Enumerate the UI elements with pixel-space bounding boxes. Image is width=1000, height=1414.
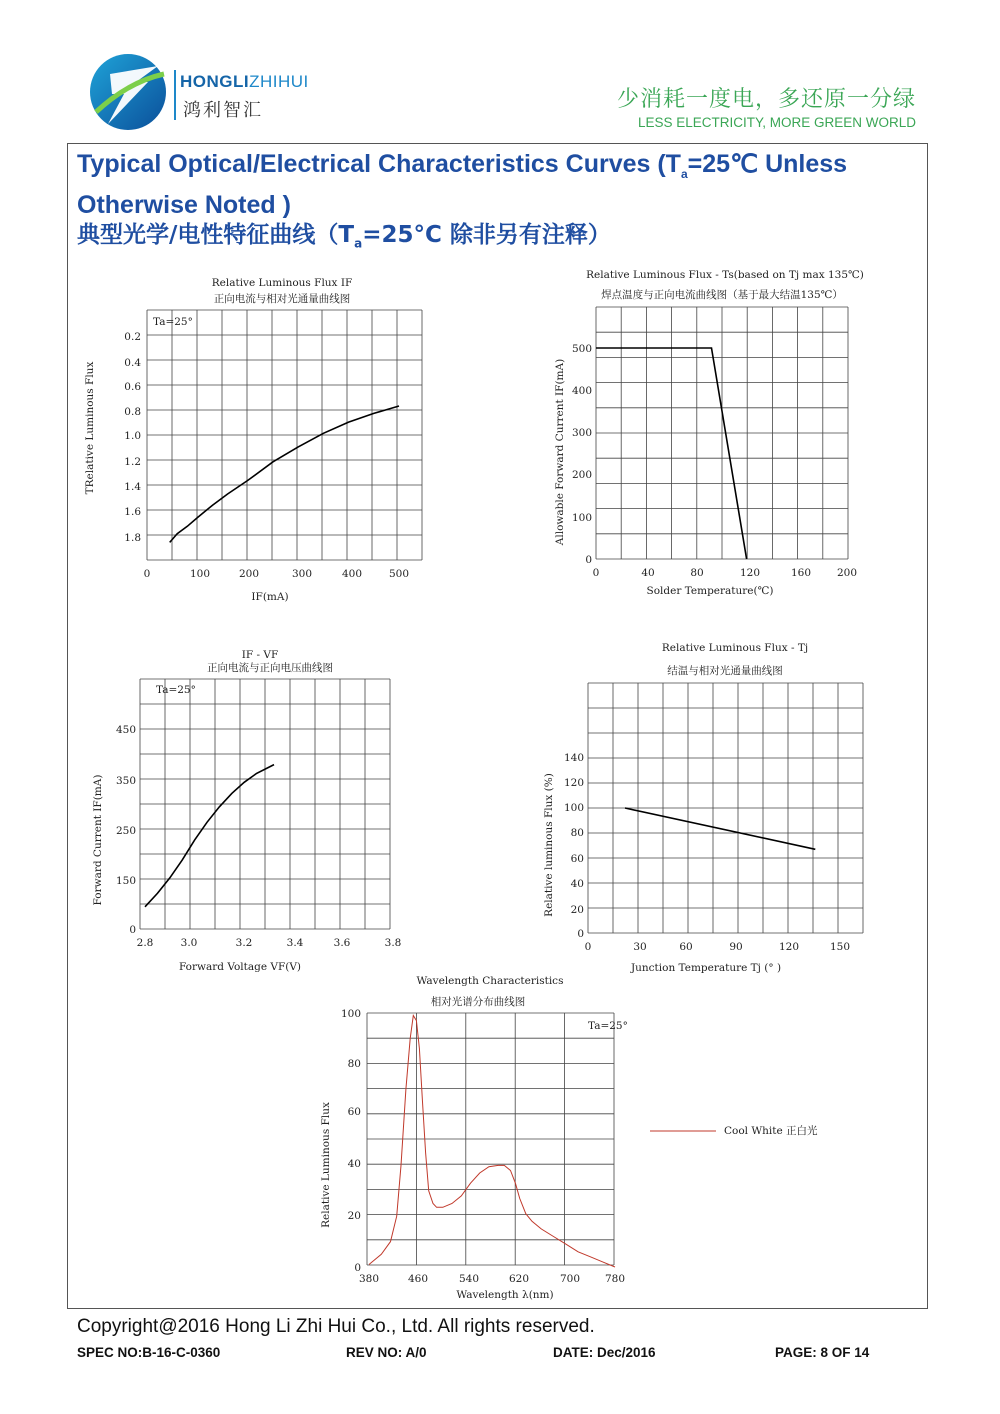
chart1-y-tick-label: 1.6: [124, 506, 141, 518]
chart5-y-tick-label: 40: [347, 1158, 361, 1170]
chart5-title: Wavelength Characteristics: [416, 975, 564, 987]
chart3-series-line: [145, 765, 274, 907]
document-date: DATE: Dec/2016: [553, 1345, 656, 1360]
chart3-subtitle: 正向电流与正向电压曲线图: [207, 662, 333, 674]
chart3-x-tick-label: 3.8: [384, 937, 402, 949]
chart1-x-tick-label: 400: [341, 568, 363, 580]
page-number: PAGE: 8 OF 14: [775, 1345, 870, 1360]
chart4-y-tick-label: 120: [563, 777, 584, 789]
chart1-x-tick-label: 0: [143, 568, 151, 580]
chart2-x-tick-label: 120: [739, 567, 761, 579]
chart4-y-axis-label: Relative luminous Flux (%): [543, 773, 555, 917]
chart5-x-tick-label: 700: [559, 1273, 581, 1285]
chart4-y-tick-label: 100: [563, 802, 584, 814]
brand-name-cn: 鸿利智汇: [183, 100, 263, 121]
chart1-x-tick-label: 300: [291, 568, 313, 580]
chart3-y-tick-label: 350: [115, 775, 136, 787]
chart3-title: IF - VF: [241, 649, 279, 661]
chart1-x-axis-label: IF(mA): [251, 591, 289, 603]
chart3-condition-note: Ta=25°: [156, 684, 196, 696]
chart3-x-axis-label: Forward Voltage VF(V): [178, 961, 302, 973]
chart1-y-axis-label: TRelative Luminous Flux: [84, 361, 96, 495]
chart3-y-tick-label: 0: [129, 924, 136, 936]
chart2-y-axis-label: Allowable Forward Current IF(mA): [554, 358, 566, 546]
chart3-x-tick-label: 3.4: [286, 937, 304, 949]
spec-number: SPEC NO:B-16-C-0360: [77, 1345, 221, 1360]
chart1-y-tick-label: 1.0: [124, 430, 141, 442]
slogan-en: LESS ELECTRICITY, MORE GREEN WORLD: [637, 115, 916, 130]
chart4-series-line: [625, 808, 815, 849]
chart2-x-tick-label: 0: [592, 567, 600, 579]
chart2-x-tick-label: 200: [836, 567, 858, 579]
chart1-y-tick-label: 0.2: [124, 331, 141, 343]
chart4-y-tick-label: 0: [577, 928, 584, 940]
chart4-y-tick-label: 140: [563, 752, 584, 764]
chart3-x-tick-label: 2.8: [136, 937, 154, 949]
chart5-x-tick-label: 460: [407, 1273, 429, 1285]
chart1-x-tick-label: 200: [238, 568, 260, 580]
chart4-x-tick-label: 30: [633, 941, 647, 953]
chart2-x-tick-label: 80: [690, 567, 704, 579]
chart4-x-tick-label: 150: [829, 941, 851, 953]
chart3-y-tick-label: 250: [115, 825, 136, 837]
chart5-x-tick-label: 780: [604, 1273, 626, 1285]
chart5-x-axis-label: Wavelength λ(nm): [456, 1289, 554, 1301]
chart3-x-tick-label: 3.6: [333, 937, 351, 949]
brand-name-en: HONGLIZHIHUI: [180, 72, 309, 91]
chart4-y-tick-label: 60: [570, 853, 584, 865]
chart1-series-line: [170, 406, 399, 542]
chart3-x-tick-label: 3.2: [235, 937, 253, 949]
chart1-x-tick-label: 100: [189, 568, 211, 580]
chart2-y-tick-label: 400: [571, 385, 592, 397]
chart5-y-tick-label: 100: [340, 1008, 361, 1020]
chart2-y-tick-label: 300: [571, 427, 592, 439]
chart5-x-tick-label: 380: [358, 1273, 380, 1285]
chart1-condition-note: Ta=25°: [153, 316, 193, 328]
chart5-y-tick-label: 80: [347, 1058, 361, 1070]
chart4-title: Relative Luminous Flux - Tj: [661, 642, 809, 654]
chart1-subtitle: 正向电流与相对光通量曲线图: [213, 293, 351, 305]
chart1-y-tick-label: 1.8: [124, 532, 141, 544]
chart4-subtitle: 结温与相对光通量曲线图: [667, 665, 783, 677]
chart4-y-tick-label: 20: [570, 904, 584, 916]
page-title-en: Typical Optical/Electrical Characteristics Curves ($T_a=25℃$ Unless Otherwise Noted ): [77, 150, 848, 219]
chart5-x-tick-label: 540: [458, 1273, 480, 1285]
chart2-title: Relative Luminous Flux - Ts(based on Tj max 135℃): [586, 269, 864, 281]
page-title-cn: 典型光学/电性特征曲线（$T_a=25^\circ C$ 除非另有注释）: [77, 222, 611, 251]
chart4-x-tick-label: 120: [778, 941, 800, 953]
chart4-y-tick-label: 40: [570, 878, 584, 890]
chart5-x-tick-label: 620: [508, 1273, 530, 1285]
chart5-legend-label: Cool White 正白光: [724, 1125, 818, 1137]
chart5-y-tick-label: 0: [354, 1262, 361, 1274]
slogan-cn: 少消耗一度电，多还原一分绿: [616, 87, 916, 112]
chart2-y-tick-label: 0: [585, 554, 592, 566]
chart5-y-tick-label: 20: [347, 1210, 361, 1222]
chart1-x-tick-label: 500: [388, 568, 410, 580]
chart4-x-tick-label: 60: [679, 941, 693, 953]
chart1-y-tick-label: 1.2: [124, 456, 141, 468]
chart1-y-tick-label: 0.8: [124, 406, 141, 418]
chart2-x-axis-label: Solder Temperature(℃): [646, 585, 774, 597]
chart2-subtitle: 焊点温度与正向电流曲线图（基于最大结温135℃）: [601, 289, 843, 301]
copyright-text: Copyright@2016 Hong Li Zhi Hui Co., Ltd. All rights reserved.: [77, 1316, 595, 1337]
chart3-y-tick-label: 150: [115, 875, 136, 887]
chart5-series-line: [369, 1016, 615, 1268]
chart4-x-tick-label: 0: [584, 941, 592, 953]
chart3-y-tick-label: 450: [115, 724, 136, 736]
chart2-y-tick-label: 200: [571, 469, 592, 481]
chart4-x-tick-label: 90: [729, 941, 743, 953]
chart4-x-axis-label: Junction Temperature Tj (° ): [630, 962, 782, 974]
chart5-y-tick-label: 60: [347, 1106, 361, 1118]
chart1-title: Relative Luminous Flux IF: [211, 277, 353, 289]
chart2-x-tick-label: 40: [641, 567, 655, 579]
chart5-condition-note: Ta=25°: [588, 1020, 628, 1032]
chart1-y-tick-label: 0.6: [124, 381, 141, 393]
chart5-y-axis-label: Relative Luminous Flux: [320, 1102, 332, 1228]
revision-number: REV NO: A/0: [346, 1345, 427, 1360]
chart3-x-tick-label: 3.0: [180, 937, 198, 949]
chart5-subtitle: 相对光谱分布曲线图: [430, 996, 526, 1008]
chart2-y-tick-label: 100: [571, 512, 592, 524]
chart2-x-tick-label: 160: [790, 567, 812, 579]
chart1-y-tick-label: 0.4: [124, 357, 141, 369]
chart2-y-tick-label: 500: [571, 343, 592, 355]
chart4-y-tick-label: 80: [570, 827, 584, 839]
chart1-y-tick-label: 1.4: [124, 481, 141, 493]
chart3-y-axis-label: Forward Current IF(mA): [92, 774, 104, 906]
